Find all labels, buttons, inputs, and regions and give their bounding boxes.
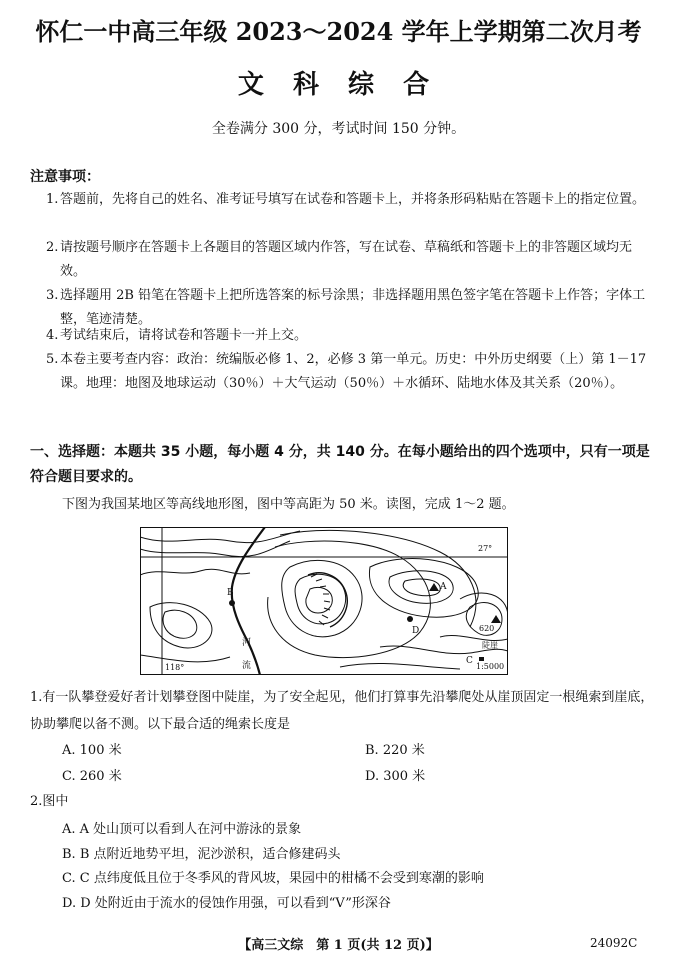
peak-a-marker [429, 583, 439, 591]
point-d-marker [407, 616, 413, 622]
point-b-marker [229, 600, 235, 606]
label-cliff-legend: 陡崖 [482, 641, 498, 650]
section-heading: 一、选择题：本题共 35 小题，每小题 4 分，共 140 分。在每小题给出的四个选项中，只有一项是符合题目要求的。 [30, 444, 650, 485]
label-b: B [227, 588, 234, 598]
river-line [232, 527, 265, 675]
note-text: 请按题号顺序在答题卡上各题目的答题区域内作答，写在试卷、草稿纸和答题卡上的非答题区域均无效。 [60, 240, 633, 279]
option-d: D. D 处附近由于流水的侵蚀作用强，可以看到“V”形深谷 [62, 896, 391, 911]
label-river-1: 河 [242, 638, 252, 648]
label-d: D [412, 626, 420, 636]
label-a: A [440, 582, 447, 592]
peak-620-marker [491, 615, 501, 623]
paper-code: 24092C [590, 936, 638, 950]
notes-heading: 注意事项： [30, 169, 100, 185]
note-text: 本卷主要考查内容：政治：统编版必修 1、2，必修 3 第一单元。历史：中外历史纲要（上）第 1－17 课。地理：地图及地球运动（30％）＋大气运动（50％）＋水循环、陆地水体及其关系（20％）。 [60, 352, 647, 391]
point-c-marker [479, 657, 484, 661]
page-footer: 【高三文综 第 1 页(共 12 页)】 [238, 938, 439, 953]
note-number: 4. [46, 328, 59, 343]
note-number: 3. [46, 288, 59, 303]
note-number: 1. [46, 192, 59, 207]
note-item [46, 324, 654, 348]
label-elevation: 620 [479, 624, 495, 633]
note-text: 答题前，先将自己的姓名、准考证号填写在试卷和答题卡上，并将条形码粘贴在答题卡上的指定位置。 [60, 192, 646, 207]
cliff-symbol [308, 573, 347, 627]
note-item [46, 348, 654, 396]
label-c: C [466, 656, 473, 666]
question-stem: 2.图中 [30, 794, 69, 809]
label-scale: 1:5000 [476, 662, 505, 671]
note-text: 考试结束后，请将试卷和答题卡一并上交。 [60, 328, 308, 343]
option-d: D. 300 米 [365, 769, 426, 784]
option-a: A. A 处山顶可以看到人在河中游泳的景象 [62, 822, 302, 837]
note-text: 选择题用 2B 铅笔在答题卡上把所选答案的标号涂黑；非选择题用黑色签字笔在答题卡上作答；字体工整，笔迹清楚。 [60, 288, 646, 327]
label-latitude: 27° [478, 544, 493, 553]
note-item [46, 236, 654, 284]
subject-title: 文 科 综 合 [237, 70, 440, 100]
note-number: 2. [46, 240, 59, 255]
option-b: B. 220 米 [365, 743, 425, 758]
contour-map [140, 527, 508, 675]
label-river-2: 流 [242, 661, 252, 671]
option-b: B. B 点附近地势平坦，泥沙淤积，适合修建码头 [62, 847, 341, 862]
question-stem: 1.有一队攀登爱好者计划攀登图中陡崖，为了安全起见，他们打算事先沿攀爬处从崖顶固定一根绳索到崖底，协助攀爬以备不测。以下最合适的绳索长度是 [30, 690, 654, 732]
note-number: 5. [46, 352, 59, 367]
note-item [46, 188, 654, 212]
question-intro: 下图为我国某地区等高线地形图，图中等高距为 50 米。读图，完成 1～2 题。 [62, 497, 515, 512]
option-c: C. C 点纬度低且位于冬季风的背风坡，果园中的柑橘不会受到寒潮的影响 [62, 871, 484, 886]
option-a: A. 100 米 [62, 743, 122, 758]
exam-meta: 全卷满分 300 分，考试时间 150 分钟。 [211, 121, 466, 137]
option-c: C. 260 米 [62, 769, 122, 784]
label-longitude: 118° [165, 663, 185, 672]
exam-title: 怀仁一中高三年级 2023～2024 学年上学期第二次月考 [35, 17, 642, 46]
